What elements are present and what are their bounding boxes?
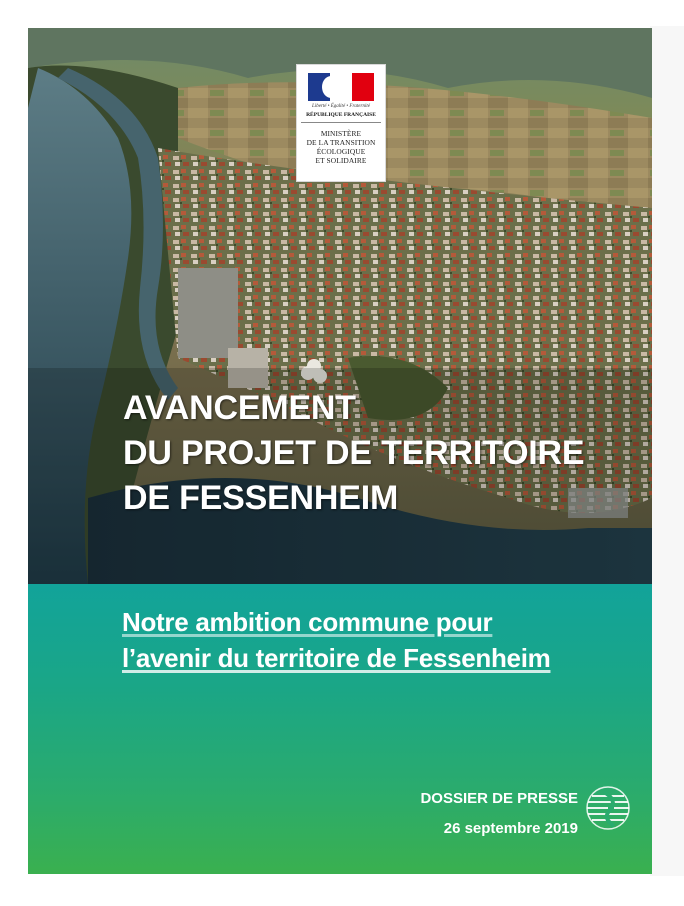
logo-ministry bbox=[297, 129, 385, 165]
cover-page bbox=[28, 28, 652, 874]
ministry-line: ÉCOLOGIQUE bbox=[316, 147, 366, 156]
ministry-line: MINISTÈRE bbox=[320, 129, 362, 138]
marianne-flag-icon bbox=[308, 73, 374, 101]
logo-republic: RÉPUBLIQUE FRANÇAISE bbox=[306, 112, 376, 118]
logo-motto: Liberté • Égalité • Fraternité bbox=[312, 104, 370, 109]
government-logo bbox=[296, 64, 386, 182]
subtitle-line bbox=[122, 640, 642, 676]
cover-title bbox=[123, 386, 643, 521]
title-line: DU PROJET DE TERRITOIRE bbox=[123, 434, 585, 472]
press-label: DOSSIER DE PRESSE bbox=[420, 790, 578, 807]
subtitle-line-text: l’avenir du territoire de Fessenheim bbox=[122, 643, 551, 673]
title-line: AVANCEMENT bbox=[123, 389, 356, 427]
green-band bbox=[28, 584, 652, 874]
title-line: DE FESSENHEIM bbox=[123, 479, 399, 517]
subtitle-line: Notre ambition commune pour bbox=[122, 607, 493, 637]
press-info bbox=[420, 784, 578, 844]
press-date: 26 septembre 2019 bbox=[443, 820, 578, 837]
ministry-line: DE LA TRANSITION bbox=[306, 138, 376, 147]
logo-divider bbox=[301, 122, 381, 123]
globe-emblem-icon bbox=[584, 784, 632, 832]
ministry-line: ET SOLIDAIRE bbox=[315, 156, 367, 165]
cover-subtitle bbox=[122, 604, 642, 676]
page-edge bbox=[650, 26, 684, 876]
aerial-photo bbox=[28, 28, 652, 584]
